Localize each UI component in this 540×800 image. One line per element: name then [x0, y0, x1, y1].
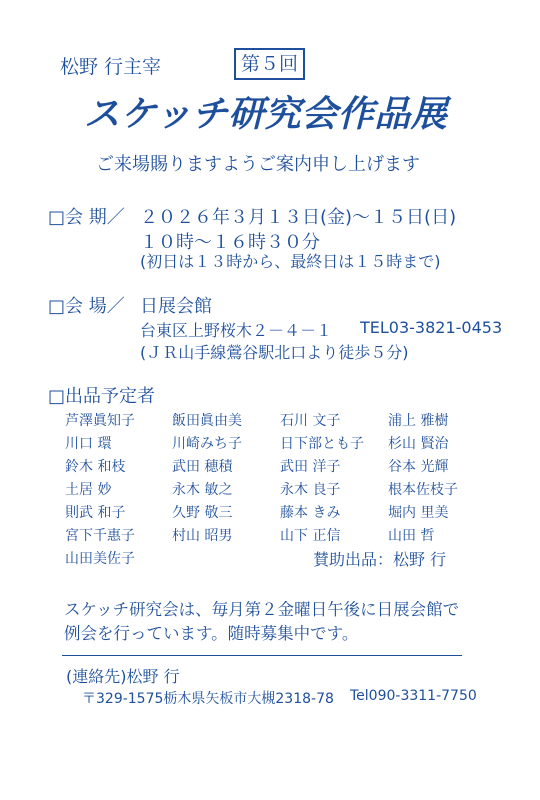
organizer-text: 松野 行主宰	[60, 56, 162, 78]
exhibitor-name: 永木 良子	[280, 482, 341, 498]
exhibitor-name: 武田 洋子	[280, 459, 341, 475]
contact-address: 〒329-1575栃木県矢板市大槻2318-78	[82, 691, 334, 707]
special-exhibit: 賛助出品：松野 行	[313, 550, 447, 569]
exhibitor-name: 久野 敬三	[172, 505, 233, 521]
exhibitor-name: 則武 和子	[65, 505, 126, 521]
exhibitor-name: 宮下千惠子	[65, 528, 135, 544]
contact-label: (連絡先)松野 行	[66, 667, 180, 686]
exhibitor-name: 川口 環	[65, 436, 112, 452]
venue-tel: TEL03-3821-0453	[360, 318, 503, 337]
info-line-2: 例会を行っています。随時募集中です。	[64, 624, 359, 643]
exhibitor-name: 谷本 光輝	[388, 459, 449, 475]
exhibitor-name: 山田 哲	[388, 528, 435, 544]
divider	[62, 655, 462, 656]
exhibitor-name: 土居 妙	[65, 482, 112, 498]
exhibitor-name: 鈴木 和枝	[65, 459, 126, 475]
period-hours: １０時～１６時３０分	[140, 232, 320, 253]
exhibitor-name: 杉山 賢治	[388, 436, 449, 452]
exhibitors-label: □出品予定者	[48, 386, 156, 407]
exhibitor-name: 川崎みち子	[172, 436, 242, 452]
period-dates: ２０２６年３月１３日(金)～１５日(日)	[140, 207, 457, 228]
edition-badge: 第５回	[234, 48, 305, 80]
venue-name: 日展会館	[140, 296, 212, 317]
exhibitor-name: 永木 敏之	[172, 482, 233, 498]
exhibitor-name: 藤本 きみ	[280, 505, 341, 521]
period-note: (初日は１３時から、最終日は１５時まで)	[140, 252, 441, 271]
venue-access: (ＪＲ山手線鶯谷駅北口より徒歩５分)	[140, 343, 409, 362]
exhibition-title: スケッチ研究会作品展	[84, 94, 448, 135]
greeting-text: ご来場賜りますようご案内申し上げます	[96, 154, 420, 175]
exhibitor-name: 武田 穂積	[172, 459, 233, 475]
exhibitor-name: 日下部とも子	[280, 436, 364, 452]
exhibitor-name: 浦上 雅樹	[388, 413, 449, 429]
exhibitor-name: 芦澤眞知子	[65, 413, 135, 429]
info-line-1: スケッチ研究会は、毎月第２金曜日午後に日展会館で	[64, 600, 460, 619]
venue-label: □会 場／	[48, 296, 125, 317]
venue-address: 台東区上野桜木２－４－１	[140, 321, 333, 340]
exhibitor-name: 飯田眞由美	[172, 413, 242, 429]
contact-tel: Tel090-3311-7750	[350, 688, 477, 704]
exhibitor-name: 石川 文子	[280, 413, 341, 429]
exhibitor-name: 山下 正信	[280, 528, 341, 544]
exhibitor-name: 山田美佐子	[65, 551, 135, 567]
exhibitor-name: 根本佐枝子	[388, 482, 458, 498]
exhibitor-name: 堀内 里美	[388, 505, 449, 521]
period-label: □会 期／	[48, 207, 125, 228]
exhibitor-name: 村山 昭男	[172, 528, 233, 544]
